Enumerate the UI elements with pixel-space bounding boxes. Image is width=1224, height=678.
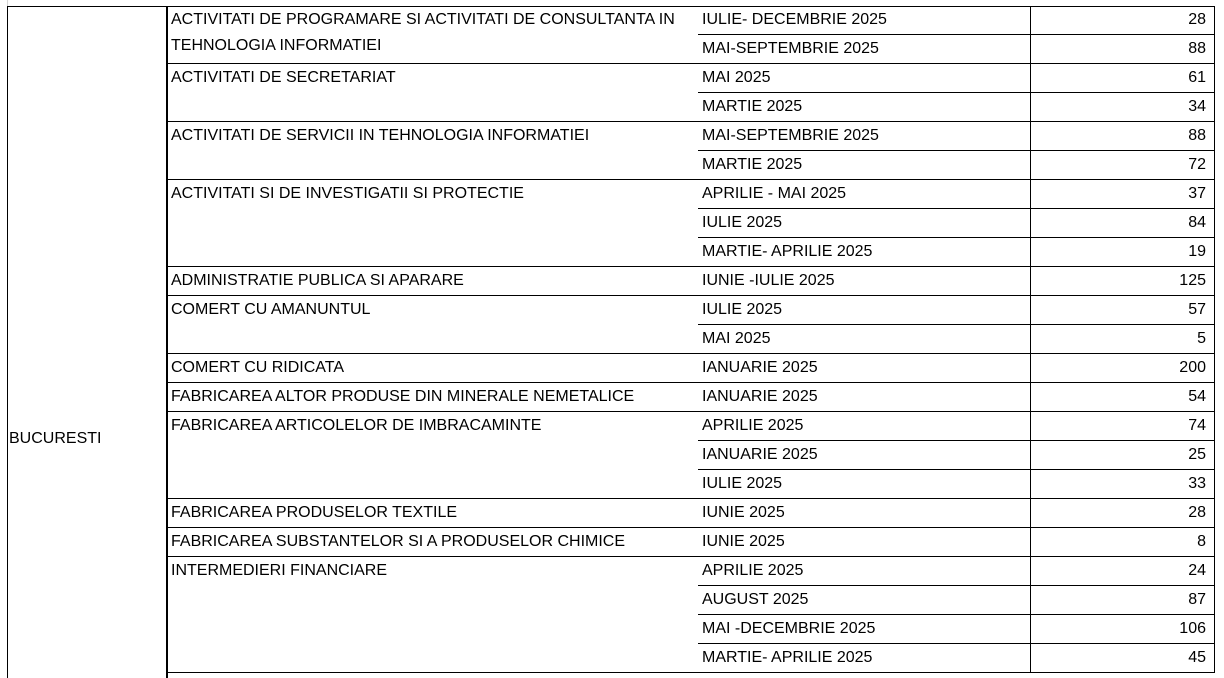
column-border (167, 6, 168, 678)
period-cell[interactable]: MAI-SEPTEMBRIE 2025 (698, 35, 1031, 64)
activity-cell[interactable]: COMERT CU RIDICATA (167, 354, 698, 383)
period-cell[interactable]: MAI-SEPTEMBRIE 2025 (698, 122, 1031, 151)
period-cell[interactable]: MARTIE 2025 (698, 93, 1031, 122)
period-cell[interactable]: APRILIE - MAI 2025 (698, 180, 1031, 209)
count-cell[interactable]: 24 (1031, 557, 1215, 586)
activity-cell[interactable]: ACTIVITATI SI DE INVESTIGATII SI PROTECTIE (167, 180, 698, 267)
period-cell[interactable]: IUNIE 2025 (698, 499, 1031, 528)
activity-cell[interactable]: ADMINISTRATIE PUBLICA SI APARARE (167, 267, 698, 296)
period-cell[interactable]: IANUARIE 2025 (698, 383, 1031, 412)
count-cell[interactable]: 19 (1031, 238, 1215, 267)
period-cell[interactable]: IUNIE -IULIE 2025 (698, 267, 1031, 296)
count-cell[interactable]: 33 (1031, 470, 1215, 499)
count-cell[interactable]: 28 (1031, 499, 1215, 528)
region-label: BUCURESTI (9, 430, 102, 447)
count-cell[interactable]: 61 (1031, 64, 1215, 93)
activity-cell[interactable]: FABRICAREA SUBSTANTELOR SI A PRODUSELOR CHIMICE (167, 528, 698, 557)
activity-cell[interactable]: COMERT CU AMANUNTUL (167, 296, 698, 354)
activity-cell[interactable]: FABRICAREA ARTICOLELOR DE IMBRACAMINTE (167, 412, 698, 499)
period-cell[interactable]: MARTIE- APRILIE 2025 (698, 644, 1031, 673)
activity-cell[interactable]: ACTIVITATI DE SERVICII IN TEHNOLOGIA INFORMATIEI (167, 122, 698, 180)
period-cell[interactable]: IANUARIE 2025 (698, 354, 1031, 383)
count-cell[interactable]: 25 (1031, 441, 1215, 470)
period-cell[interactable]: IUNIE 2025 (698, 528, 1031, 557)
period-cell[interactable]: MAI 2025 (698, 64, 1031, 93)
count-cell[interactable]: 106 (1031, 615, 1215, 644)
activity-cell[interactable]: ACTIVITATI DE SECRETARIAT (167, 64, 698, 122)
activity-cell[interactable]: INTERMEDIERI FINANCIARE (167, 557, 698, 673)
period-cell[interactable]: IULIE 2025 (698, 470, 1031, 499)
period-cell[interactable]: IULIE 2025 (698, 209, 1031, 238)
count-cell[interactable]: 74 (1031, 412, 1215, 441)
count-cell[interactable]: 200 (1031, 354, 1215, 383)
count-cell[interactable]: 84 (1031, 209, 1215, 238)
count-cell[interactable]: 37 (1031, 180, 1215, 209)
period-cell[interactable]: APRILIE 2025 (698, 412, 1031, 441)
activity-cell[interactable]: FABRICAREA ALTOR PRODUSE DIN MINERALE NEMETALICE (167, 383, 698, 412)
count-cell[interactable]: 5 (1031, 325, 1215, 354)
period-cell[interactable]: AUGUST 2025 (698, 586, 1031, 615)
period-cell[interactable]: MARTIE 2025 (698, 151, 1031, 180)
period-cell[interactable]: MAI 2025 (698, 325, 1031, 354)
count-cell[interactable]: 88 (1031, 35, 1215, 64)
count-cell[interactable]: 28 (1031, 6, 1215, 35)
activity-cell[interactable]: FABRICAREA PRODUSELOR TEXTILE (167, 499, 698, 528)
period-cell[interactable]: MAI -DECEMBRIE 2025 (698, 615, 1031, 644)
count-cell[interactable]: 8 (1031, 528, 1215, 557)
count-cell[interactable]: 45 (1031, 644, 1215, 673)
activity-cell[interactable]: ACTIVITATI DE PROGRAMARE SI ACTIVITATI DE CONSULTANTA IN TEHNOLOGIA INFORMATIEI (167, 6, 698, 64)
period-cell[interactable]: IULIE 2025 (698, 296, 1031, 325)
count-cell[interactable]: 88 (1031, 122, 1215, 151)
count-cell[interactable]: 57 (1031, 296, 1215, 325)
count-cell[interactable]: 125 (1031, 267, 1215, 296)
count-cell[interactable]: 54 (1031, 383, 1215, 412)
region-cell[interactable] (7, 6, 167, 678)
count-cell[interactable]: 34 (1031, 93, 1215, 122)
period-cell[interactable]: APRILIE 2025 (698, 557, 1031, 586)
period-cell[interactable]: IANUARIE 2025 (698, 441, 1031, 470)
period-cell[interactable]: MARTIE- APRILIE 2025 (698, 238, 1031, 267)
period-cell[interactable]: IULIE- DECEMBRIE 2025 (698, 6, 1031, 35)
count-cell[interactable]: 87 (1031, 586, 1215, 615)
count-cell[interactable]: 72 (1031, 151, 1215, 180)
